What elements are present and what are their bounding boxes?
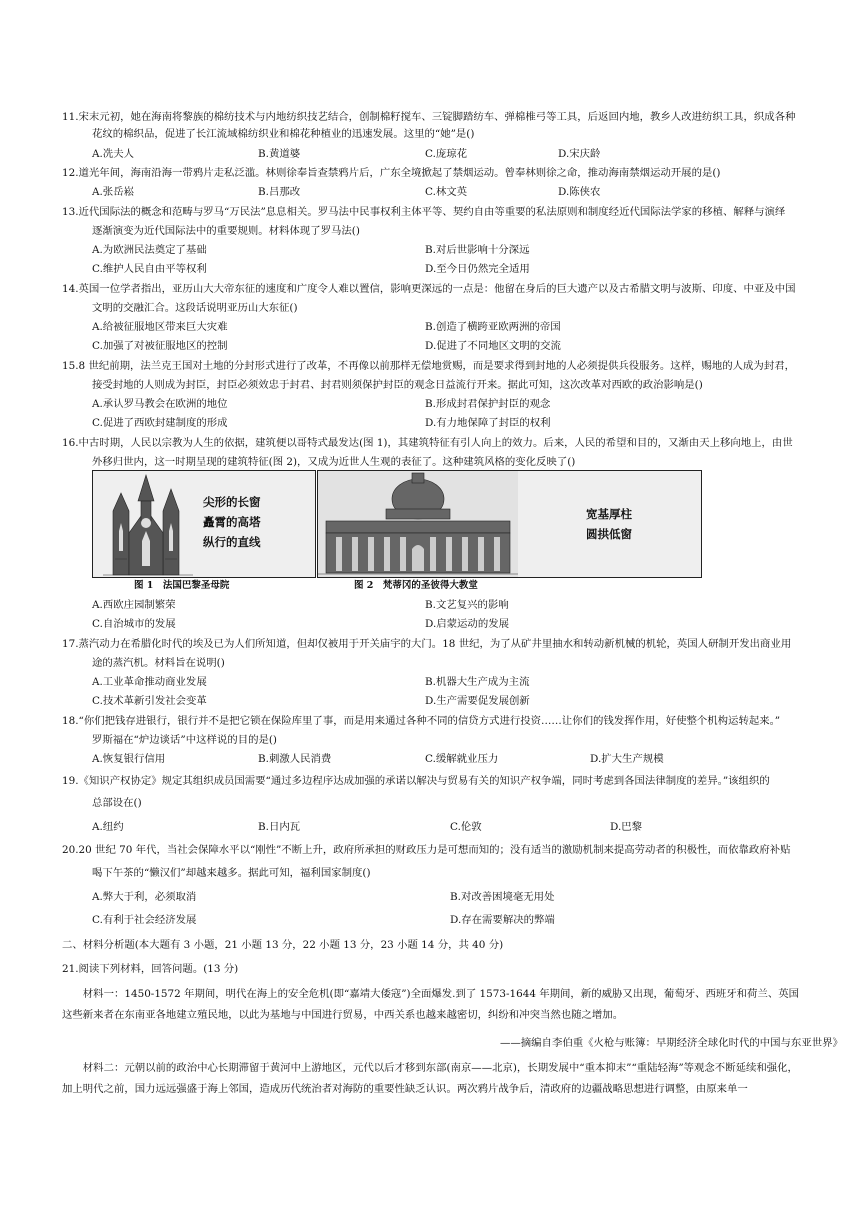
q21-stem: 21.阅读下列材料，回答问题。(13 分)	[62, 963, 239, 975]
q12-option-b: B.吕那改	[258, 186, 301, 198]
q17-option-d: D.生产需要促发展创新	[425, 695, 530, 707]
q19-option-d: D.巴黎	[610, 821, 643, 833]
st-peters-image	[317, 470, 702, 578]
q11-stem-line2: 花纹的棉织品，促进了长江流域棉纺织业和棉花种植业的迅速发展。这里的“她”是()	[92, 128, 475, 140]
notre-dame-image	[92, 470, 316, 578]
q18-stem-line1: 18.“你们把钱存进银行，银行并不是把它锁在保险库里了事，而是用来通过各种不同的信贷方式进行投资……让你们的钱发挥作用，好使整个机构运转起来。”	[62, 715, 781, 727]
q13-option-c: C.维护人民自由平等权利	[92, 263, 207, 275]
fig2-note-2: 圆拱低窗	[586, 527, 632, 541]
q13-option-a: A.为欧洲民法奠定了基础	[92, 244, 207, 256]
q20-stem-line1: 20.20 世纪 70 年代，当社会保障水平以“刚性”不断上升，政府所承担的财政压力是可想而知的；没有适当的激励机制来提高劳动者的积极性，而依靠政府补贴	[62, 844, 791, 856]
q15-option-c: C.促进了西欧封建制度的形成	[92, 417, 228, 429]
q12-option-d: D.陈侠农	[558, 186, 601, 198]
q13-option-d: D.至今日仍然完全适用	[425, 263, 530, 275]
q14-option-d: D.促进了不同地区文明的交流	[425, 340, 561, 352]
q16-figure	[92, 470, 700, 594]
q12-option-c: C.林文英	[425, 186, 468, 198]
fig1-note-2: 矗霄的高塔	[203, 515, 261, 529]
q20-option-a: A.弊大于利，必须取消	[92, 891, 197, 903]
q18-option-c: C.缓解就业压力	[425, 753, 499, 765]
q14-stem-line2: 文明的交融汇合。这段话说明亚历山大东征()	[92, 302, 298, 314]
q11-option-d: D.宋庆龄	[558, 148, 601, 160]
q20-option-c: C.有利于社会经济发展	[92, 914, 197, 926]
q16-stem-line2: 外移归世内，这一时期呈现的建筑特征(图 2)，又成为近世人生观的表征了。这种建筑风格的变化反映了()	[92, 456, 576, 468]
q21-material1: 材料一：1450-1572 年期间，明代在海上的安全危机(即“嘉靖大倭寇”)全面爆发.到了 1573-1644 年期间，新的威胁又出现，葡萄牙、西班牙和荷兰、英国这些新来者在东南亚各地建立殖民地，以此为基地与中国进行贸易，中西关系也越来越密切，纠纷和冲突当然也随之增加。	[62, 988, 800, 1021]
q15-stem-line2: 接受封地的人则成为封臣，封臣必须效忠于封君、封君则须保护封臣的观念日益流行开来。据此可知，这次改革对西欧的政治影响是()	[92, 379, 703, 391]
q14-option-c: C.加强了对被征服地区的控制	[92, 340, 228, 352]
q16-option-c: C.自治城市的发展	[92, 618, 176, 630]
q21-material2: 材料二：元朝以前的政治中心长期滞留于黄河中上游地区，元代以后才移到东部(南京——北京)，长期发展中“重本抑末”“重陆轻海”等观念不断延续和强化，加上明代之前，国力远远强盛于海上邻国，造成历代统治者对海防的重要性缺乏认识。两次鸦片战争后，清政府的边疆战略思想进行调整，由原来单一	[62, 1062, 798, 1095]
q11-option-c: C.庞琼花	[425, 148, 468, 160]
q20-option-b: B.对改善困境毫无用处	[450, 891, 555, 903]
q19-stem-line1: 19.《知识产权协定》规定其组织成员国需要“通过多边程序达成加强的承诺以解决与贸易有关的知识产权争端，同时考虑到各国法律制度的差异。”该组织的	[62, 775, 770, 787]
st-peters-drawing	[318, 471, 701, 577]
q18-option-a: A.恢复银行信用	[92, 753, 166, 765]
q11-option-b: B.黄道婆	[258, 148, 301, 160]
q16-option-a: A.西欧庄园制繁荣	[92, 599, 176, 611]
q16-option-b: B.文艺复兴的影响	[425, 599, 509, 611]
q15-option-b: B.形成封君保护封臣的观念	[425, 398, 551, 410]
q18-option-d: D.扩大生产规模	[590, 753, 664, 765]
fig1-caption: 图 1 法国巴黎圣母院	[134, 580, 230, 591]
q14-option-a: A.给被征服地区带来巨大灾难	[92, 321, 228, 333]
q12-stem-line1: 12.道光年间，海南沿海一带鸦片走私泛滥。林则徐奉旨查禁鸦片后，广东全境掀起了禁烟运动。曾奉林则徐之命，推动海南禁烟运动开展的是()	[62, 167, 721, 179]
fig2-note-1: 宽基厚柱	[586, 507, 632, 521]
q12-option-a: A.张岳崧	[92, 186, 134, 198]
q18-stem-line2: 罗斯福在“炉边谈话”中这样说的目的是()	[92, 734, 277, 746]
fig1-note-3: 纵行的直线	[203, 535, 261, 549]
q13-stem-line2: 逐渐演变为近代国际法中的重要规则。材料体现了罗马法()	[92, 225, 360, 237]
q13-option-b: B.对后世影响十分深远	[425, 244, 530, 256]
q11-stem-line1: 11.宋末元初，她在海南将黎族的棉纺技术与内地纺织技艺结合，创制棉籽搅车、三锭脚踏纺车、弹棉椎弓等工具，后返回内地，教乡人改进纺织工具，织成各种	[62, 111, 796, 123]
q19-stem-line2: 总部设在()	[92, 797, 142, 809]
q17-option-b: B.机器大生产成为主流	[425, 676, 530, 688]
fig1-note-1: 尖形的长窗	[203, 495, 261, 509]
q14-stem-line1: 14.英国一位学者指出，亚历山大大帝东征的速度和广度令人难以置信，影响更深远的一点是：他留在身后的巨大遗产以及古希腊文明与波斯、印度、中亚及中国	[62, 283, 796, 295]
q15-option-d: D.有力地保障了封臣的权利	[425, 417, 551, 429]
q19-option-b: B.日内瓦	[258, 821, 301, 833]
q15-option-a: A.承认罗马教会在欧洲的地位	[92, 398, 228, 410]
section2-title: 二、材料分析题(本大题有 3 小题，21 小题 13 分，22 小题 13 分，23 小题 14 分，共 40 分)	[62, 939, 504, 951]
q13-stem-line1: 13.近代国际法的概念和范畴与罗马“万民法”息息相关。罗马法中民事权利主体平等、契约自由等重要的私法原则和制度经近代国际法学家的移植、解释与演绎	[62, 206, 786, 218]
q15-stem-line1: 15.8 世纪前期，法兰克王国对土地的分封形式进行了改革，不再像以前那样无偿地赏赐，而是要求得到封地的人必须提供兵役服务。这样，赐地的人成为封君，	[62, 360, 795, 372]
q18-option-b: B.刺激人民消费	[258, 753, 332, 765]
q17-stem-line1: 17.蒸汽动力在希腊化时代的埃及已为人们所知道，但却仅被用于开关庙宇的大门。18 世纪，为了从矿井里抽水和转动新机械的机轮，英国人研制开发出商业用	[62, 638, 792, 650]
q17-option-a: A.工业革命推动商业发展	[92, 676, 207, 688]
q11-option-a: A.冼夫人	[92, 148, 134, 160]
q17-stem-line2: 途的蒸汽机。材料旨在说明()	[92, 657, 225, 669]
q20-option-d: D.存在需要解决的弊端	[450, 914, 555, 926]
q21-material1-source: ——摘编自李伯重《火枪与账簿：早期经济全球化时代的中国与东亚世界》	[500, 1037, 843, 1049]
q19-option-c: C.伦敦	[450, 821, 482, 833]
q19-option-a: A.纽约	[92, 821, 124, 833]
q14-option-b: B.创造了横跨亚欧两洲的帝国	[425, 321, 561, 333]
q17-option-c: C.技术革新引发社会变革	[92, 695, 207, 707]
fig2-caption: 图 2 梵蒂冈的圣彼得大教堂	[354, 580, 478, 591]
q16-option-d: D.启蒙运动的发展	[425, 618, 509, 630]
q20-stem-line2: 喝下午茶的“懒汉们”却越来越多。据此可知，福利国家制度()	[92, 867, 371, 879]
q16-stem-line1: 16.中古时期，人民以宗教为人生的依据，建筑便以哥特式最发达(图 1)，其建筑特征有引人向上的效力。后来，人民的希望和目的，又渐由天上移向地上，由世	[62, 437, 793, 449]
